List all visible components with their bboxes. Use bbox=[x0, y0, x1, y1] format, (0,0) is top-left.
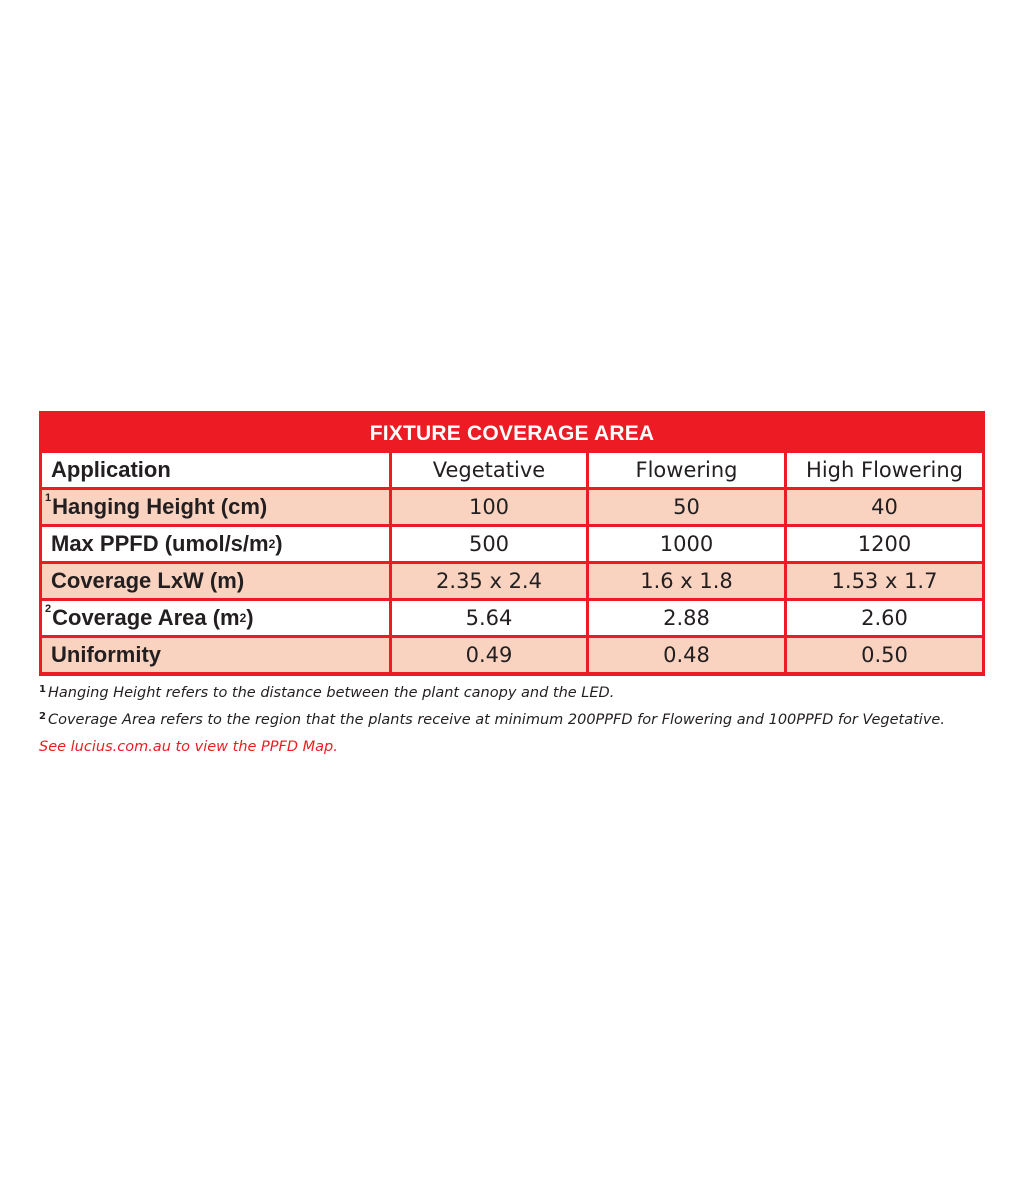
footnotes bbox=[39, 682, 999, 763]
table-title: FIXTURE COVERAGE AREA bbox=[369, 422, 655, 445]
table-cell: 40 bbox=[787, 490, 982, 524]
header-vegetative: Vegetative bbox=[392, 453, 586, 487]
footnote-2 bbox=[39, 709, 999, 736]
table-cell: 0.50 bbox=[787, 638, 982, 672]
row-label-coverage-area: 2 Coverage Area (m 2 ) bbox=[42, 601, 389, 635]
footnote-1 bbox=[39, 682, 999, 709]
footnote-text: Coverage Area refers to the region that the plants receive at minimum 200PPFD for Flowering and 100PPFD for Vegetative. bbox=[47, 712, 945, 728]
ppfd-map-link[interactable]: See lucius.com.au to view the PPFD Map. bbox=[39, 739, 338, 755]
footnote-number: 2 bbox=[39, 711, 46, 722]
row-label-text: Coverage LxW (m) bbox=[51, 568, 245, 593]
footnote-marker: 1 bbox=[45, 492, 52, 504]
table-cell: 5.64 bbox=[392, 601, 586, 635]
row-label-uniformity bbox=[42, 638, 389, 672]
table-cell: 500 bbox=[392, 527, 586, 561]
table-grid bbox=[42, 453, 982, 672]
footnote-number: 1 bbox=[39, 684, 46, 695]
table-cell: 1.53 x 1.7 bbox=[787, 564, 982, 598]
header-application: Application bbox=[42, 453, 389, 487]
table-cell: 2.88 bbox=[589, 601, 784, 635]
table-cell: 0.49 bbox=[392, 638, 586, 672]
row-label-end: ) bbox=[275, 531, 283, 556]
table-cell: 0.48 bbox=[589, 638, 784, 672]
row-label-end: ) bbox=[246, 605, 254, 630]
row-label-hanging-height bbox=[42, 490, 389, 524]
header-high-flowering: High Flowering bbox=[787, 453, 982, 487]
row-label-text: Coverage Area (m bbox=[52, 605, 240, 630]
table-cell: 1000 bbox=[589, 527, 784, 561]
row-label-text: Max PPFD (umol/s/m bbox=[51, 531, 269, 556]
coverage-table bbox=[39, 411, 985, 676]
header-flowering: Flowering bbox=[589, 453, 784, 487]
row-label-coverage-lxw bbox=[42, 564, 389, 598]
table-cell: 100 bbox=[392, 490, 586, 524]
footnote-text: Hanging Height refers to the distance between the plant canopy and the LED. bbox=[47, 685, 615, 701]
table-cell: 1.6 x 1.8 bbox=[589, 564, 784, 598]
footnote-marker: 2 bbox=[45, 603, 52, 615]
row-label-max-ppfd: Max PPFD (umol/s/m 2 ) bbox=[42, 527, 389, 561]
row-label-text: Uniformity bbox=[51, 642, 161, 667]
table-cell: 2.60 bbox=[787, 601, 982, 635]
table-cell: 50 bbox=[589, 490, 784, 524]
row-label-text: Hanging Height (cm) bbox=[52, 494, 268, 519]
table-cell: 2.35 x 2.4 bbox=[392, 564, 586, 598]
table-cell: 1200 bbox=[787, 527, 982, 561]
